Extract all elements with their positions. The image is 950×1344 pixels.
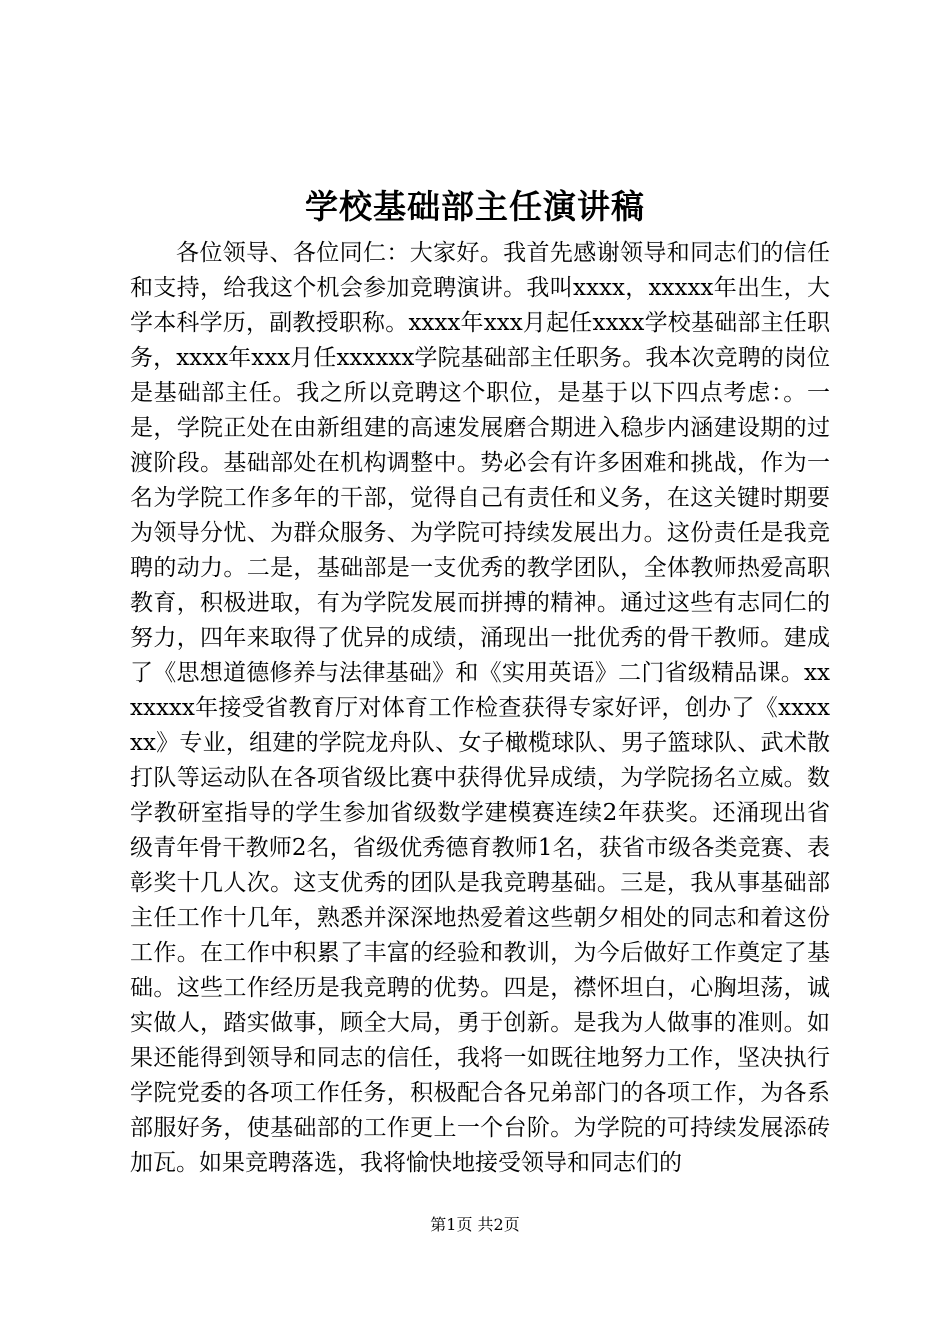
page-number-footer: 第1页 共2页 bbox=[430, 1215, 520, 1234]
document-body-paragraph: 各位领导、各位同仁：大家好。我首先感谢领导和同志们的信任和支持，给我这个机会参加竞聘演讲。我叫xxxx，xxxxx年出生，大学本科学历，副教授职称。xxxx年xxx月起任xxxx学校基础部主任职务，xxxx年xxx月任xxxxxx学院基础部主任职务。我本次竞聘的岗位是基础部主任。我之所以竞聘这个职位，是基于以下四点考虑：。一是，学院正处在由新组建的高速发展磨合期进入稳步内涵建设期的过渡阶段。基础部处在机构调整中。势必会有许多困难和挑战，作为一名为学院工作多年的干部，觉得自己有责任和义务，在这关键时期要为领导分忧、为群众服务、为学院可持续发展出力。这份责任是我竞聘的动力。二是，基础部是一支优秀的教学团队，全体教师热爱高职教育，积极进取，有为学院发展而拼搏的精神。通过这些有志同仁的努力，四年来取得了优异的成绩，涌现出一批优秀的骨干教师。建成了《思想道德修养与法律基础》和《实用英语》二门省级精品课。xxxxxxx年接受省教育厅对体育工作检查获得专家好评，创办了《xxxxxx》专业，组建的学院龙舟队、女子橄榄球队、男子篮球队、武术散打队等运动队在各项省级比赛中获得优异成绩，为学院扬名立威。数学教研室指导的学生参加省级数学建模赛连续2年获奖。还涌现出省级青年骨干教师2名，省级优秀德育教师1名，获省市级各类竞赛、表彰奖十几人次。这支优秀的团队是我竞聘基础。三是，我从事基础部主任工作十几年，熟悉并深深地热爱着这些朝夕相处的同志和着这份工作。在工作中积累了丰富的经验和教训，为今后做好工作奠定了基础。这些工作经历是我竞聘的优势。四是，襟怀坦白，心胸坦荡，诚实做人，踏实做事，顾全大局，勇于创新。是我为人做事的准则。如果还能得到领导和同志的信任，我将一如既往地努力工作，坚决执行学院党委的各项工作任务，积极配合各兄弟部门的各项工作，为各系部服好务，使基础部的工作更上一个台阶。为学院的可持续发展添砖加瓦。如果竞聘落选，我将愉快地接受领导和同志们的 bbox=[130, 240, 830, 1176]
document-title: 学校基础部主任演讲稿 bbox=[305, 187, 645, 226]
